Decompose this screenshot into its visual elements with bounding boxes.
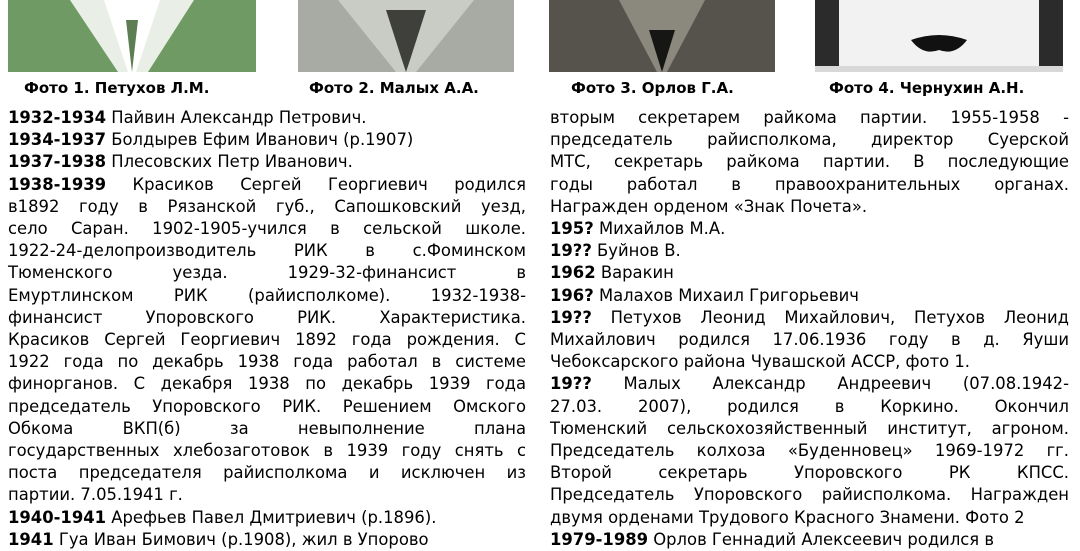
list-item: 1962 Варакин: [550, 263, 674, 283]
photo-petukhov: [8, 0, 256, 72]
photo-orlov: [549, 0, 775, 72]
continuation-paragraph: вторым секретарем райкома партии. 1955-1958 - председатель райисполкома, директор Суерской МТС, секретарь райкома партии. В последующие годы работал в правоохранительных органах. Награжден орденом «Знак Почета».: [550, 108, 1069, 216]
right-column: [550, 107, 1069, 551]
list-item-petukhov: 19?? Петухов Леонид Михайлович, Петухов Леонид Михайлович родился 17.06.1936 году в д. Яуши Чебоксарского района Чувашской АССР, фото 1.: [550, 307, 1069, 372]
list-item-malykh: 19?? Малых Александр Андреевич (07.08.1942- 27.03. 2007), родился в Коркино. Окончил Тюменский сельскохозяйственный институт, агроном. Председатель колхоза «Буденновец» 1969-1972 гг. Второй секретарь Упоровского РК КПСС. Председатель Упоровского райисполкома. Награжден двумя орденами Трудового Красного Знамени. Фото 2: [550, 374, 1069, 527]
list-item: 1937-1938 Плесовских Петр Иванович.: [8, 152, 353, 172]
list-item-krasikov: 1938-1939 Красиков Сергей Георгиевич родился в1892 году в Рязанской губ., Сапошковский уезд, село Саран. 1902-1905-учился в сельской школе. 1922-24-делопроизводитель РИК в с.Фоминском Тюменского уезда. 1929-32-финансист в Емуртлинском РИК (райисполкоме). 1932-1938- финансист Упоровского РИК. Характеристика. Красиков Сергей Георгиевич 1892 года рождения. С 1922 года по декабрь 1938 года работал в системе финорганов. С декабря 1938 по декабрь 1939 года председатель Упоровского РИК. Решением Омского Обкома ВКП(б) за невыполнение плана государственных хлебозаготовок в 1939 году снять с поста председателя райисполкома и исключен из партии. 7.05.1941 г.: [8, 174, 526, 505]
list-item: 1941 Гуа Иван Бимович (р.1908), жил в Упорово: [8, 529, 429, 549]
list-item: 196? Малахов Михаил Григорьевич: [550, 285, 859, 305]
left-column: [8, 107, 526, 551]
list-item-orlov: 1979-1989 Орлов Геннадий Алексеевич родился в: [550, 529, 995, 549]
photo-caption: Фото 3. Орлов Г.А.: [571, 79, 734, 97]
photo-caption: Фото 4. Чернухин А.Н.: [829, 79, 1025, 97]
photo-caption: Фото 1. Петухов Л.М.: [24, 79, 210, 97]
list-item: 195? Михайлов М.А.: [550, 219, 726, 239]
list-item: 1932-1934 Пайвин Александр Петрович.: [8, 108, 367, 127]
list-item: 19?? Буйнов В.: [550, 241, 681, 261]
photo-malykh: [298, 0, 514, 72]
photo-caption: Фото 2. Малых А.А.: [309, 79, 479, 97]
photo-chernukhin: [815, 0, 1063, 72]
list-item: 1934-1937 Болдырев Ефим Иванович (р.1907): [8, 130, 414, 150]
list-item: 1940-1941 Арефьев Павел Дмитриевич (р.1896).: [8, 507, 437, 527]
